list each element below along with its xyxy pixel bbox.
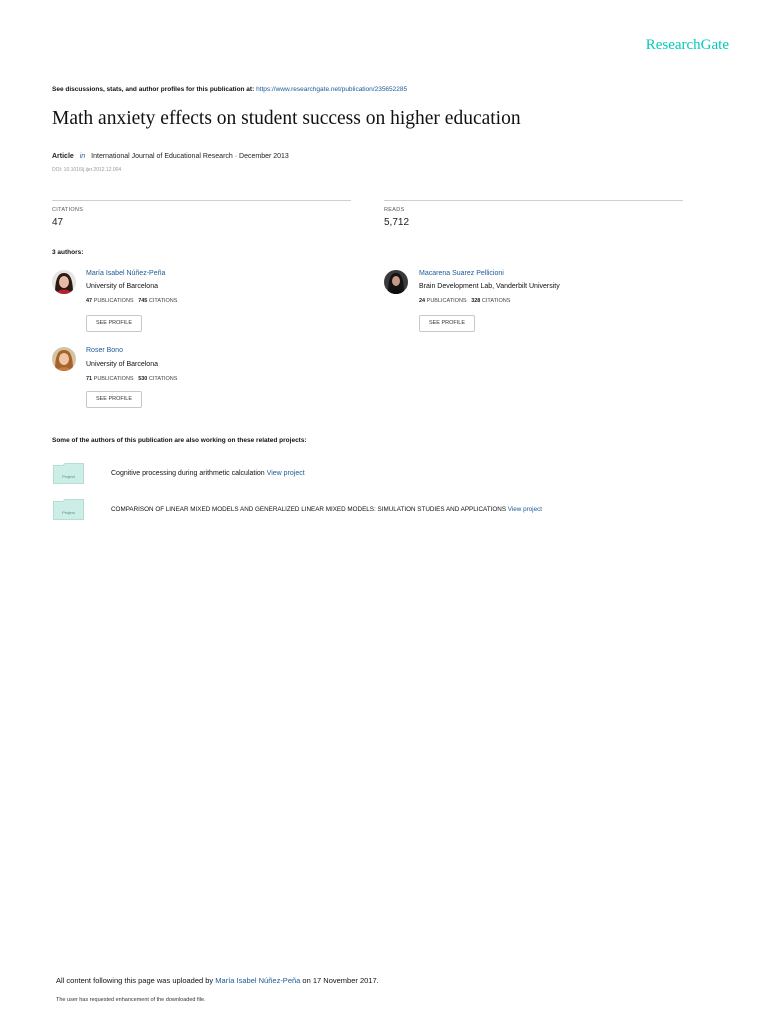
author-citations-label-2: CITATIONS: [481, 298, 511, 304]
enhancement-note: The user has requested enhancement of the downloaded file.: [56, 997, 206, 1003]
project-row-1: [111, 470, 305, 477]
author-stats-2: [419, 298, 510, 304]
author-institution-3: University of Barcelona: [86, 361, 158, 368]
author-name-3[interactable]: Roser Bono: [86, 347, 123, 354]
project-title-2: COMPARISON OF LINEAR MIXED MODELS AND GENERALIZED LINEAR MIXED MODELS: SIMULATION STUDIES AND APPLICATIONS: [111, 506, 507, 513]
author-institution-2: Brain Development Lab, Vanderbilt University: [419, 283, 560, 290]
project-folder-icon-2: [53, 499, 84, 520]
see-profile-button-2[interactable]: SEE PROFILE: [419, 315, 475, 332]
authors-heading: 3 authors:: [52, 249, 84, 256]
doi-text: DOI: 10.1016/j.ijer.2012.12.004: [52, 167, 122, 173]
author-name-1[interactable]: María Isabel Núñez-Peña: [86, 270, 166, 277]
uploader-link[interactable]: María Isabel Núñez-Peña: [215, 976, 301, 985]
author-citations-label-3: CITATIONS: [148, 376, 178, 382]
reads-label: READS: [384, 207, 405, 213]
researchgate-logo[interactable]: ResearchGate: [645, 37, 729, 53]
source-prefix: See discussions, stats, and author profiles for this publication at:: [52, 86, 255, 93]
project-title-1: Cognitive processing during arithmetic calculation: [111, 470, 265, 477]
view-project-link-2[interactable]: View project: [507, 506, 542, 513]
project-icon-label-1: Project: [62, 474, 75, 479]
citations-divider: [52, 200, 351, 201]
author-stats-3: [86, 376, 177, 382]
author-publications-count-1: 47: [86, 298, 93, 304]
upload-note: [56, 976, 379, 985]
upload-suffix: on 17 November 2017.: [302, 976, 379, 985]
related-projects-heading: Some of the authors of this publication are also working on these related projects:: [52, 437, 307, 444]
view-project-link-1[interactable]: View project: [266, 470, 305, 477]
citations-label: CITATIONS: [52, 207, 84, 213]
journal-name[interactable]: International Journal of Educational Research · December 2013: [91, 153, 289, 160]
reads-divider: [384, 200, 683, 201]
citations-value: 47: [52, 217, 64, 228]
see-profile-button-3[interactable]: SEE PROFILE: [86, 391, 142, 408]
publication-url-link[interactable]: https://www.researchgate.net/publication/235652285: [256, 86, 408, 93]
author-citations-count-3: 530: [138, 376, 148, 382]
author-publications-count-3: 71: [86, 376, 93, 382]
article-meta: [52, 153, 289, 160]
author-avatar-3[interactable]: [52, 347, 76, 371]
page-title: Math anxiety effects on student success on higher education: [52, 108, 521, 129]
author-citations-count-2: 328: [471, 298, 481, 304]
project-icon-label-2: Project: [62, 510, 75, 515]
project-folder-icon-1: [53, 463, 84, 484]
author-publications-label-3: PUBLICATIONS: [93, 376, 134, 382]
article-type: Article: [52, 153, 74, 160]
author-citations-label-1: CITATIONS: [148, 298, 178, 304]
author-name-2[interactable]: Macarena Suarez Pellicioni: [419, 270, 504, 277]
author-publications-label-2: PUBLICATIONS: [426, 298, 467, 304]
author-stats-1: [86, 298, 177, 304]
author-avatar-1[interactable]: [52, 270, 76, 294]
article-in: in: [79, 153, 86, 160]
author-avatar-2[interactable]: [384, 270, 408, 294]
author-institution-1: University of Barcelona: [86, 283, 158, 290]
upload-prefix: All content following this page was uploaded by: [56, 976, 214, 985]
author-citations-count-1: 745: [138, 298, 148, 304]
reads-value: 5,712: [384, 217, 410, 228]
author-publications-label-1: PUBLICATIONS: [93, 298, 134, 304]
project-row-2: [111, 506, 542, 513]
author-publications-count-2: 24: [419, 298, 426, 304]
source-line: [52, 86, 407, 93]
see-profile-button-1[interactable]: SEE PROFILE: [86, 315, 142, 332]
